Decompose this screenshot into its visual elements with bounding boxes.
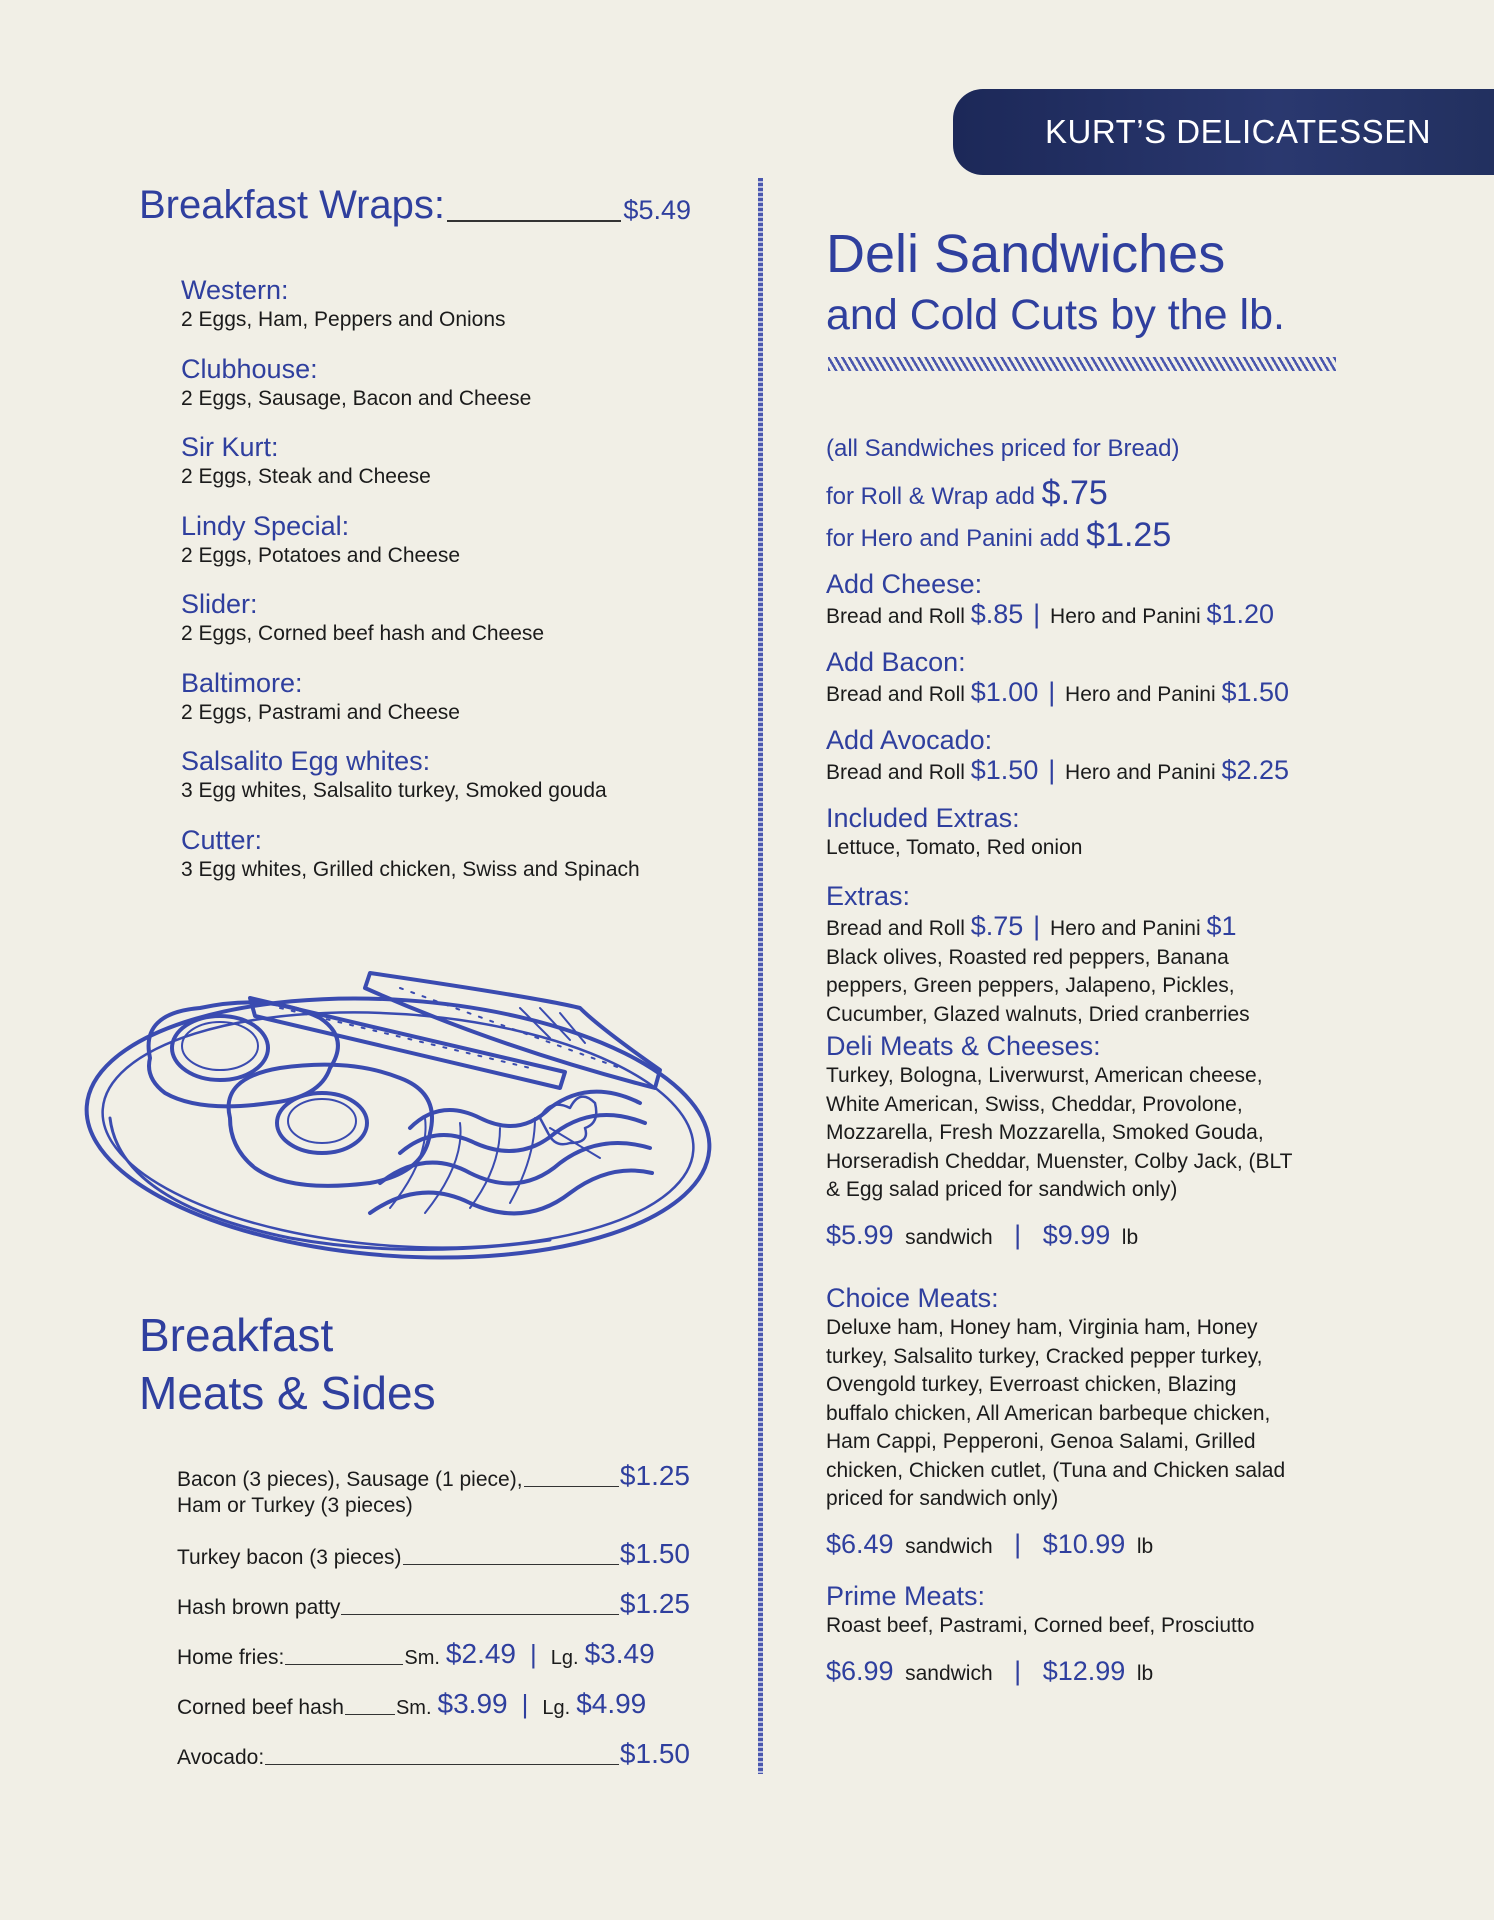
section-text-line: Cucumber, Glazed walnuts, Dried cranberries: [826, 1002, 1250, 1026]
breakfast-sides-list: [177, 1460, 690, 1788]
separator: |: [521, 1689, 529, 1719]
prime-meats-section: [826, 1580, 1446, 1692]
hero-panini-price: $1.25: [1086, 516, 1172, 554]
bread-roll-price: $.85: [970, 599, 1024, 629]
separator: |: [1014, 1655, 1022, 1686]
brand-name: KURT’S DELICATESSEN: [1045, 113, 1432, 150]
list-item: [181, 588, 711, 667]
lb-price: $12.99: [1042, 1655, 1126, 1686]
section-text: Lettuce, Tomato, Red onion: [826, 836, 1083, 859]
section-text-line: peppers, Green peppers, Jalapeno, Pickles,: [826, 974, 1235, 997]
leader-line: [345, 1714, 395, 1715]
breakfast-wraps-title: Breakfast Wraps:: [139, 183, 446, 227]
brand-banner: [953, 89, 1494, 175]
small-size-label: Sm.: [404, 1647, 440, 1669]
breakfast-plate-illustration: [80, 968, 718, 1268]
section-title: Deli Meats & Cheeses:: [826, 1031, 1101, 1061]
wrap-description: 3 Egg whites, Grilled chicken, Swiss and Spinach: [181, 857, 640, 881]
wrap-description: 2 Eggs, Ham, Peppers and Onions: [181, 308, 506, 331]
wrap-name: Slider:: [181, 589, 258, 619]
roll-wrap-label: for Roll & Wrap add: [826, 483, 1035, 510]
list-item: [181, 274, 711, 353]
bread-roll-price: $.75: [970, 911, 1024, 941]
small-size-label: Sm.: [395, 1697, 432, 1719]
leader-line: [285, 1664, 403, 1665]
included-extras-section: [826, 802, 1446, 880]
hero-panini-label: for Hero and Panini add: [826, 525, 1080, 552]
section-text-line: chicken, Chicken cutlet, (Tuna and Chicken salad: [826, 1458, 1286, 1482]
lb-unit: lb: [1121, 1225, 1139, 1249]
large-size-label: Lg.: [542, 1697, 571, 1719]
wrap-name: Clubhouse:: [181, 353, 318, 384]
large-price: $4.99: [576, 1688, 647, 1719]
deli-heading: [826, 224, 1426, 346]
add-avocado-section: [826, 724, 1446, 802]
lb-unit: lb: [1136, 1534, 1154, 1558]
hero-panini-price: $1.50: [1221, 677, 1290, 707]
wrap-name: Western:: [181, 275, 289, 305]
section-text-line: turkey, Salsalito turkey, Cracked pepper turkey,: [826, 1344, 1263, 1368]
sandwich-price: $6.49: [826, 1528, 894, 1559]
sandwich-unit: sandwich: [905, 1225, 993, 1249]
sandwich-price: $6.99: [826, 1655, 894, 1686]
wrap-name: Salsalito Egg whites:: [181, 746, 431, 776]
breakfast-wraps-price: $5.49: [623, 195, 691, 225]
extras-section: [826, 880, 1446, 1030]
wrap-name: Baltimore:: [181, 667, 303, 698]
section-text-line: Horseradish Cheddar, Muenster, Colby Jack, (BLT: [826, 1149, 1293, 1173]
list-item: [177, 1638, 690, 1688]
leader-line: [524, 1486, 619, 1487]
list-item: [181, 353, 711, 432]
section-text-line: & Egg salad priced for sandwich only): [826, 1178, 1178, 1201]
bread-roll-price: $1.50: [970, 755, 1039, 785]
large-price: $3.49: [584, 1638, 655, 1669]
hero-panini-addon: [826, 516, 1446, 558]
wrap-name: Lindy Special:: [181, 510, 350, 541]
list-item: [181, 667, 711, 746]
side-price: $1.50: [619, 1538, 690, 1569]
sandwich-price: $5.99: [826, 1219, 894, 1250]
side-label: Corned beef hash: [177, 1696, 344, 1719]
leader-line: [403, 1564, 619, 1565]
wrap-description: 3 Egg whites, Salsalito turkey, Smoked gouda: [181, 779, 607, 802]
hero-panini-price: $1.20: [1206, 599, 1275, 629]
list-item: [181, 745, 711, 824]
section-text-line: Ovengold turkey, Everroast chicken, Blazing: [826, 1373, 1237, 1396]
hero-panini-price: $1: [1206, 911, 1237, 941]
wrap-name: Sir Kurt:: [181, 432, 279, 462]
roll-wrap-price: $.75: [1041, 474, 1108, 512]
choice-meats-prices: [826, 1526, 1446, 1565]
pricing-note: (all Sandwiches priced for Bread): [826, 435, 1180, 462]
side-price: $1.25: [619, 1588, 690, 1619]
section-title: Prime Meats:: [826, 1581, 986, 1611]
hero-panini-label: Hero and Panini: [1065, 761, 1216, 784]
add-cheese-section: [826, 568, 1446, 646]
side-price: $1.25: [619, 1460, 690, 1491]
lb-unit: lb: [1136, 1661, 1154, 1685]
section-title: Add Bacon:: [826, 647, 966, 677]
list-item: [177, 1460, 690, 1538]
sandwich-unit: sandwich: [905, 1661, 993, 1685]
list-item: [177, 1588, 690, 1638]
list-item: [181, 510, 711, 589]
section-title: Add Avocado:: [826, 725, 993, 755]
separator: |: [1048, 677, 1056, 707]
column-divider: [758, 178, 763, 1774]
list-item: [177, 1538, 690, 1588]
breakfast-wraps-heading: [139, 178, 691, 228]
side-label: Home fries:: [177, 1646, 285, 1669]
section-title: Included Extras:: [826, 803, 1020, 833]
side-label: Hash brown patty: [177, 1596, 341, 1619]
bread-roll-label: Bread and Roll: [826, 683, 965, 706]
wrap-description: 2 Eggs, Pastrami and Cheese: [181, 700, 460, 724]
large-size-label: Lg.: [550, 1647, 579, 1669]
small-price: $3.99: [437, 1688, 508, 1719]
prime-meats-prices: [826, 1653, 1446, 1692]
bread-roll-label: Bread and Roll: [826, 761, 965, 784]
section-text-line: White American, Swiss, Cheddar, Provolone,: [826, 1092, 1243, 1116]
wrap-name: Cutter:: [181, 824, 263, 855]
wrap-description: 2 Eggs, Potatoes and Cheese: [181, 543, 461, 567]
list-item: [181, 431, 711, 510]
wrap-description: 2 Eggs, Sausage, Bacon and Cheese: [181, 386, 532, 410]
deli-meats-prices: [826, 1217, 1446, 1256]
small-price: $2.49: [445, 1638, 516, 1669]
deli-info: [826, 430, 1446, 1692]
wrap-description: 2 Eggs, Steak and Cheese: [181, 465, 431, 488]
side-sublabel: Ham or Turkey (3 pieces): [177, 1494, 413, 1517]
bread-roll-price: $1.00: [970, 677, 1039, 707]
separator: |: [1014, 1219, 1022, 1250]
section-text-line: Ham Cappi, Pepperoni, Genoa Salami, Grilled: [826, 1430, 1256, 1453]
separator: |: [1048, 755, 1056, 785]
lb-price: $10.99: [1042, 1528, 1126, 1559]
breakfast-sides-title-line1: Breakfast: [139, 1309, 334, 1361]
separator: |: [1033, 599, 1041, 629]
lb-price: $9.99: [1042, 1219, 1111, 1250]
sandwich-unit: sandwich: [905, 1534, 993, 1558]
hero-panini-label: Hero and Panini: [1065, 683, 1216, 706]
list-item: [181, 824, 711, 903]
list-item: [177, 1688, 690, 1738]
wrap-description: 2 Eggs, Corned beef hash and Cheese: [181, 622, 545, 645]
hero-panini-label: Hero and Panini: [1050, 605, 1201, 628]
side-label: Bacon (3 pieces), Sausage (1 piece),: [177, 1468, 523, 1491]
separator: |: [530, 1639, 537, 1669]
choice-meats-section: [826, 1282, 1446, 1580]
hero-panini-label: Hero and Panini: [1050, 917, 1201, 940]
section-text-line: priced for sandwich only): [826, 1487, 1059, 1510]
section-text-line: Black olives, Roasted red peppers, Banana: [826, 945, 1229, 969]
bread-roll-label: Bread and Roll: [826, 605, 965, 628]
list-item: [177, 1738, 690, 1788]
breakfast-sides-heading: [139, 1306, 436, 1422]
deli-meats-section: [826, 1030, 1446, 1282]
section-title: Add Cheese:: [826, 569, 983, 599]
decorative-hatch-divider: [828, 357, 1336, 371]
side-label: Turkey bacon (3 pieces): [177, 1546, 402, 1569]
hero-panini-price: $2.25: [1221, 755, 1290, 785]
section-text-line: Turkey, Bologna, Liverwurst, American cheese,: [826, 1064, 1263, 1087]
deli-title-line2: and Cold Cuts by the lb.: [826, 291, 1285, 339]
separator: |: [1033, 911, 1041, 941]
breakfast-sides-title-line2: Meats & Sides: [139, 1367, 436, 1419]
section-text: Roast beef, Pastrami, Corned beef, Prosciutto: [826, 1614, 1255, 1637]
separator: |: [1014, 1528, 1022, 1559]
deli-title-line1: Deli Sandwiches: [826, 224, 1226, 284]
section-text-line: Mozzarella, Fresh Mozzarella, Smoked Gouda,: [826, 1121, 1264, 1144]
add-bacon-section: [826, 646, 1446, 724]
section-text-line: Deluxe ham, Honey ham, Virginia ham, Honey: [826, 1316, 1258, 1339]
section-title: Choice Meats:: [826, 1283, 999, 1313]
section-text-line: buffalo chicken, All American barbeque chicken,: [826, 1401, 1271, 1425]
leader-line: [341, 1614, 619, 1615]
side-price: $1.50: [619, 1738, 690, 1769]
breakfast-wraps-list: [181, 274, 711, 902]
leader-line: [265, 1764, 619, 1765]
bread-roll-label: Bread and Roll: [826, 917, 965, 940]
leader-line: [447, 220, 621, 222]
section-title: Extras:: [826, 881, 911, 911]
roll-wrap-addon: [826, 474, 1446, 516]
side-label: Avocado:: [177, 1746, 265, 1769]
